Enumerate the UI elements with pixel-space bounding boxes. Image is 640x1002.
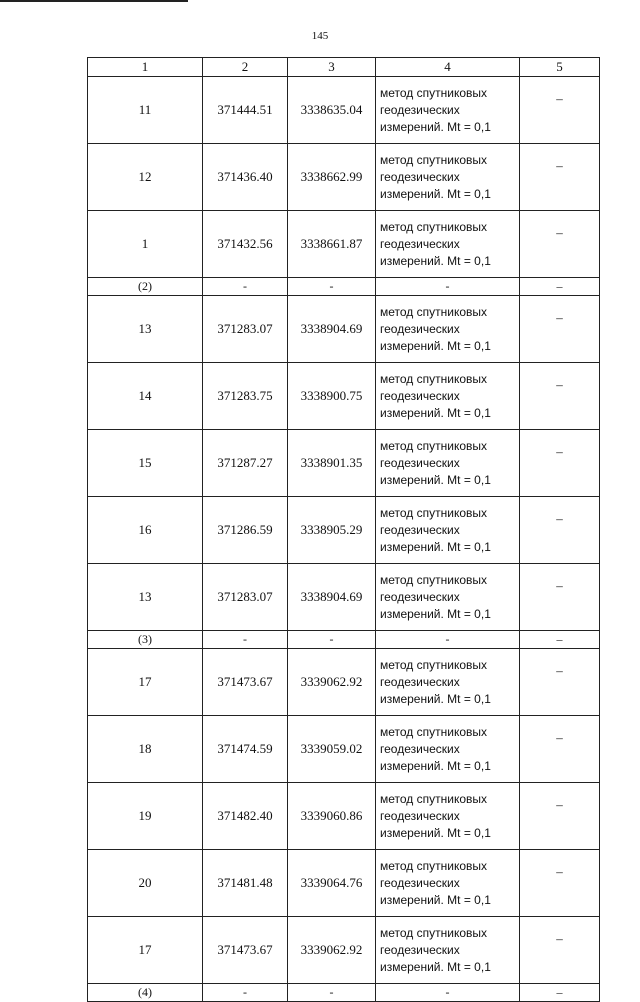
accuracy-cell: – [520, 430, 600, 497]
column-header-1: 1 [88, 58, 203, 77]
x-coordinate-cell: 371474.59 [203, 716, 288, 783]
top-rule [0, 0, 188, 2]
accuracy-cell: – [520, 850, 600, 917]
method-cell: - [376, 984, 520, 1002]
y-coordinate-cell: 3338904.69 [288, 564, 376, 631]
method-cell: метод спутниковых геодезических измерений. Mt = 0,1 [376, 850, 520, 917]
method-cell: - [376, 278, 520, 296]
separator-row [88, 984, 600, 1002]
page-number: 145 [311, 30, 329, 42]
method-cell: метод спутниковых геодезических измерений. Mt = 0,1 [376, 564, 520, 631]
point-number-cell: 13 [88, 564, 203, 631]
point-number-cell: 12 [88, 144, 203, 211]
accuracy-cell: – [520, 984, 600, 1002]
method-cell: метод спутниковых геодезических измерений. Mt = 0,1 [376, 917, 520, 984]
y-coordinate-cell: 3339060.86 [288, 783, 376, 850]
table-row [88, 850, 600, 917]
table-row [88, 77, 600, 144]
accuracy-cell: – [520, 77, 600, 144]
y-coordinate-cell: 3339064.76 [288, 850, 376, 917]
table-row [88, 211, 600, 278]
x-coordinate-cell: - [203, 631, 288, 649]
table-row [88, 716, 600, 783]
y-coordinate-cell: - [288, 278, 376, 296]
table-row [88, 783, 600, 850]
accuracy-cell: – [520, 296, 600, 363]
point-number-cell: 1 [88, 211, 203, 278]
point-number-cell: (2) [88, 278, 203, 296]
point-number-cell: 13 [88, 296, 203, 363]
x-coordinate-cell: 371473.67 [203, 649, 288, 716]
accuracy-cell: – [520, 363, 600, 430]
accuracy-cell: – [520, 497, 600, 564]
point-number-cell: 18 [88, 716, 203, 783]
x-coordinate-cell: 371473.67 [203, 917, 288, 984]
y-coordinate-cell: 3339062.92 [288, 649, 376, 716]
point-number-cell: 20 [88, 850, 203, 917]
accuracy-cell: – [520, 144, 600, 211]
method-cell: - [376, 631, 520, 649]
y-coordinate-cell: 3338904.69 [288, 296, 376, 363]
method-cell: метод спутниковых геодезических измерений. Mt = 0,1 [376, 649, 520, 716]
point-number-cell: 15 [88, 430, 203, 497]
column-header-4: 4 [376, 58, 520, 77]
x-coordinate-cell: 371286.59 [203, 497, 288, 564]
method-cell: метод спутниковых геодезических измерений. Mt = 0,1 [376, 77, 520, 144]
table-row [88, 917, 600, 984]
y-coordinate-cell: 3338901.35 [288, 430, 376, 497]
y-coordinate-cell: - [288, 631, 376, 649]
point-number-cell: 19 [88, 783, 203, 850]
table-row [88, 430, 600, 497]
table-row [88, 296, 600, 363]
separator-row [88, 278, 600, 296]
y-coordinate-cell: 3338662.99 [288, 144, 376, 211]
y-coordinate-cell: 3338661.87 [288, 211, 376, 278]
method-cell: метод спутниковых геодезических измерений. Mt = 0,1 [376, 296, 520, 363]
point-number-cell: 17 [88, 917, 203, 984]
point-number-cell: (4) [88, 984, 203, 1002]
method-cell: метод спутниковых геодезических измерений. Mt = 0,1 [376, 144, 520, 211]
accuracy-cell: – [520, 783, 600, 850]
point-number-cell: (3) [88, 631, 203, 649]
method-cell: метод спутниковых геодезических измерений. Mt = 0,1 [376, 716, 520, 783]
y-coordinate-cell: 3339059.02 [288, 716, 376, 783]
x-coordinate-cell: 371436.40 [203, 144, 288, 211]
point-number-cell: 16 [88, 497, 203, 564]
y-coordinate-cell: - [288, 984, 376, 1002]
column-header-5: 5 [520, 58, 600, 77]
method-cell: метод спутниковых геодезических измерений. Mt = 0,1 [376, 783, 520, 850]
table-row [88, 144, 600, 211]
accuracy-cell: – [520, 278, 600, 296]
table-row [88, 649, 600, 716]
accuracy-cell: – [520, 649, 600, 716]
x-coordinate-cell: 371432.56 [203, 211, 288, 278]
x-coordinate-cell: 371444.51 [203, 77, 288, 144]
accuracy-cell: – [520, 564, 600, 631]
x-coordinate-cell: - [203, 278, 288, 296]
y-coordinate-cell: 3339062.92 [288, 917, 376, 984]
table-body [88, 77, 600, 1002]
x-coordinate-cell: 371283.07 [203, 296, 288, 363]
method-cell: метод спутниковых геодезических измерений. Mt = 0,1 [376, 497, 520, 564]
header-row [88, 58, 600, 77]
method-cell: метод спутниковых геодезических измерений. Mt = 0,1 [376, 211, 520, 278]
coordinates-table [87, 57, 600, 1002]
x-coordinate-cell: 371287.27 [203, 430, 288, 497]
x-coordinate-cell: 371283.75 [203, 363, 288, 430]
accuracy-cell: – [520, 917, 600, 984]
x-coordinate-cell: 371283.07 [203, 564, 288, 631]
point-number-cell: 14 [88, 363, 203, 430]
method-cell: метод спутниковых геодезических измерений. Mt = 0,1 [376, 363, 520, 430]
accuracy-cell: – [520, 631, 600, 649]
accuracy-cell: – [520, 716, 600, 783]
x-coordinate-cell: 371481.48 [203, 850, 288, 917]
column-header-2: 2 [203, 58, 288, 77]
column-header-3: 3 [288, 58, 376, 77]
accuracy-cell: – [520, 211, 600, 278]
y-coordinate-cell: 3338900.75 [288, 363, 376, 430]
x-coordinate-cell: - [203, 984, 288, 1002]
table-row [88, 363, 600, 430]
separator-row [88, 631, 600, 649]
method-cell: метод спутниковых геодезических измерений. Mt = 0,1 [376, 430, 520, 497]
point-number-cell: 11 [88, 77, 203, 144]
table-row [88, 497, 600, 564]
x-coordinate-cell: 371482.40 [203, 783, 288, 850]
table-row [88, 564, 600, 631]
y-coordinate-cell: 3338635.04 [288, 77, 376, 144]
point-number-cell: 17 [88, 649, 203, 716]
y-coordinate-cell: 3338905.29 [288, 497, 376, 564]
